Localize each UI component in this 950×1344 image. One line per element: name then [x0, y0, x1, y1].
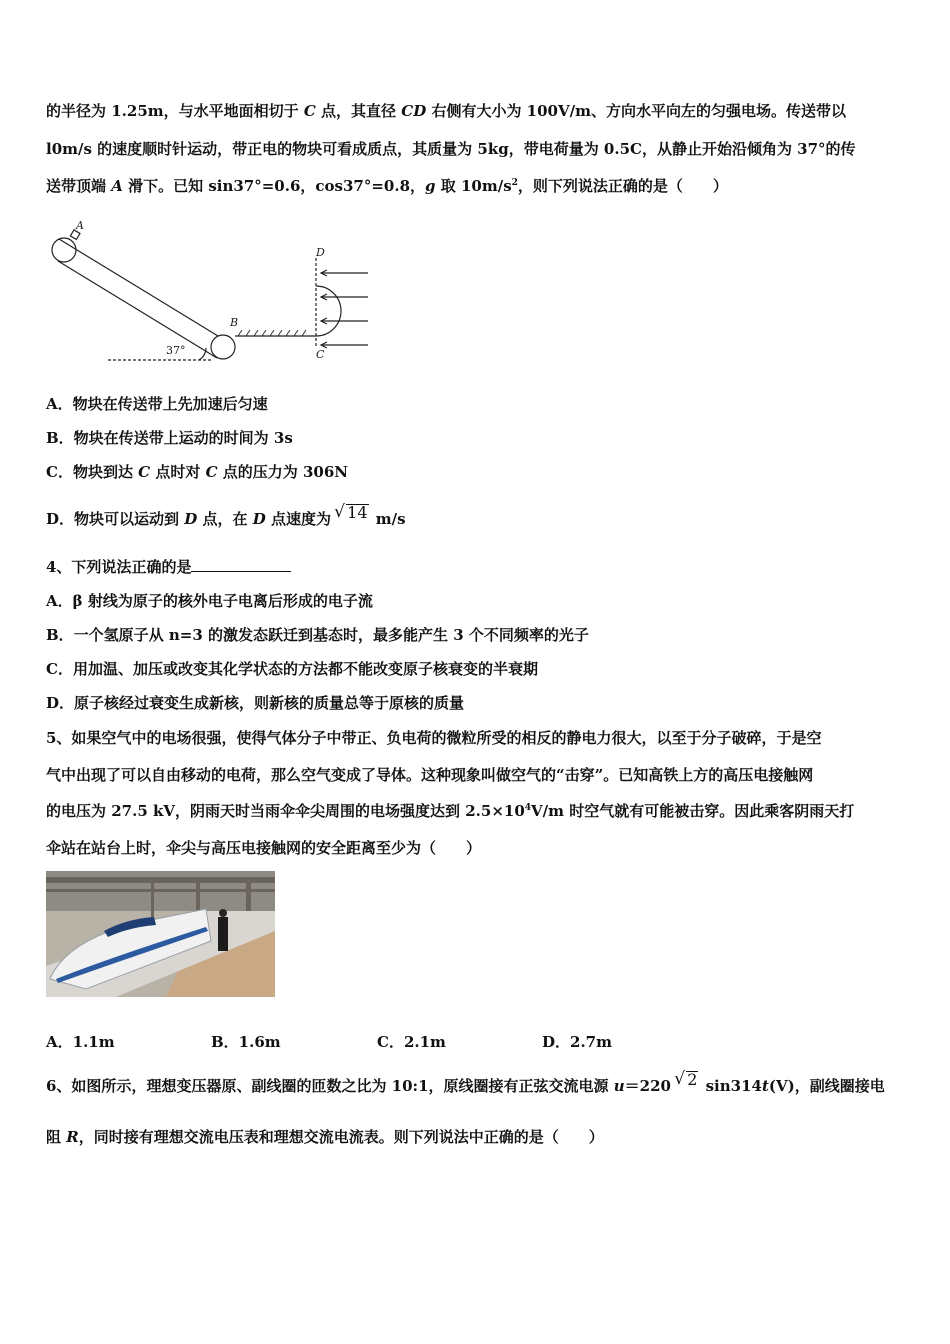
- bottom-pulley: [211, 335, 235, 359]
- q3-stem-line1: [46, 101, 846, 121]
- conveyor-belt-diagram: [46, 218, 376, 368]
- semicircle-track: [316, 286, 341, 336]
- text: R: [66, 1128, 79, 1146]
- superscript: 4: [524, 803, 532, 813]
- text: C．物块到达: [46, 463, 139, 481]
- sqrt-14: [338, 503, 368, 523]
- text: 阻: [46, 1128, 67, 1146]
- q5-option-a: A．1.1m: [46, 1033, 115, 1051]
- label-a: A: [76, 219, 84, 232]
- high-speed-train-photo: [46, 871, 275, 997]
- text: 点时对: [150, 463, 206, 481]
- text: C: [205, 463, 218, 481]
- text: 的半径为 1.25m，与水平地面相切于: [46, 102, 304, 120]
- text: m/s: [370, 510, 406, 528]
- text: D: [184, 510, 198, 528]
- q5-stem-line2: 气中出现了可以自由移动的电荷，那么空气变成了导体。这种现象叫做空气的“击穿”。已知高铁上方的高压电接触网: [46, 766, 814, 784]
- text: 送带顶端: [46, 177, 112, 195]
- answer-blank: [191, 557, 291, 572]
- text: 的电压为 27.5 kV，阴雨天时当雨伞伞尖周围的电场强度达到 2.5×10: [46, 802, 525, 820]
- q4-option-d: D．原子核经过衰变生成新核，则新核的质量总等于原核的质量: [46, 694, 465, 712]
- text: 滑下。已知 sin37°=0.6，cos37°=0.8，: [122, 177, 426, 195]
- q3-stem-line3: [46, 176, 728, 196]
- text: g: [425, 177, 436, 195]
- belt-upper-edge: [59, 239, 218, 336]
- text: sin314: [700, 1077, 762, 1095]
- text: CD: [401, 102, 427, 120]
- text: 点，其直径: [315, 102, 402, 120]
- label-c: C: [316, 348, 325, 361]
- text: ＝220: [624, 1077, 677, 1095]
- q4-option-b: B．一个氢原子从 n=3 的激发态跃迁到基态时，最多能产生 3 个不同频率的光子: [46, 626, 589, 644]
- text: A: [111, 177, 123, 195]
- q6-stem-line1: [46, 1070, 885, 1096]
- text: ，同时接有理想交流电压表和理想交流电流表。则下列说法中正确的是（ ）: [78, 1128, 604, 1146]
- q3-option-b: B．物块在传送带上运动的时间为 3s: [46, 429, 293, 447]
- text: (V)，副线圈接电: [768, 1077, 885, 1095]
- text: u: [613, 1077, 625, 1095]
- track-hatching: [238, 330, 306, 336]
- superscript: 2: [511, 178, 518, 188]
- q5-stem-line1: 5、如果空气中的电场很强，使得气体分子中带正、负电荷的微粒所受的相反的静电力很大，以至于分子破碎，于是空: [46, 729, 822, 747]
- sqrt-2: [678, 1070, 698, 1090]
- electric-field-arrows: [321, 270, 368, 348]
- text: 6、如图所示，理想变压器原、副线圈的匝数之比为 10:1，原线圈接有正弦交流电源: [46, 1077, 614, 1095]
- sqrt-value: 2: [687, 1070, 698, 1089]
- sqrt-value: 14: [347, 503, 368, 522]
- text: C: [303, 102, 316, 120]
- text: 点，在: [197, 510, 253, 528]
- q4-option-c: C．用加温、加压或改变其化学状态的方法都不能改变原子核衰变的半衰期: [46, 660, 538, 678]
- text: 右侧有大小为 100V/m、方向水平向左的匀强电场。传送带以: [426, 102, 846, 120]
- belt-lower-edge: [58, 261, 217, 358]
- text: V/m 时空气就有可能被击穿。因此乘客阴雨天打: [531, 802, 855, 820]
- q3-option-c: [46, 462, 348, 482]
- text: D．物块可以运动到: [46, 510, 185, 528]
- text: 取 10m/s: [435, 177, 512, 195]
- q4-option-a: A．β 射线为原子的核外电子电离后形成的电子流: [46, 592, 373, 610]
- q3-stem-line2: l0m/s 的速度顺时针运动，带正电的物块可看成质点，其质量为 5kg，带电荷量为 0.5C，从静止开始沿倾角为 37°的传: [46, 140, 856, 158]
- text: ，则下列说法正确的是（ ）: [517, 177, 728, 195]
- text: 4、下列说法正确的是: [46, 558, 192, 576]
- label-angle: 37°: [166, 344, 186, 357]
- q3-option-d: [46, 503, 406, 529]
- q4-stem: [46, 557, 291, 577]
- text: D: [252, 510, 266, 528]
- text: 点的压力为 306N: [217, 463, 348, 481]
- label-b: B: [230, 316, 239, 329]
- q6-stem-line2: [46, 1127, 604, 1147]
- q3-option-a: A．物块在传送带上先加速后匀速: [46, 395, 268, 413]
- text: C: [138, 463, 151, 481]
- q5-option-b: B．1.6m: [211, 1033, 281, 1051]
- text: 点速度为: [265, 510, 337, 528]
- label-d: D: [316, 246, 325, 259]
- q5-stem-line4: 伞站在站台上时，伞尖与高压电接触网的安全距离至少为（ ）: [46, 839, 482, 857]
- q5-option-d: D．2.7m: [542, 1033, 612, 1051]
- q5-option-c: C．2.1m: [377, 1033, 446, 1051]
- text: t: [761, 1077, 769, 1095]
- q5-stem-line3: [46, 801, 854, 821]
